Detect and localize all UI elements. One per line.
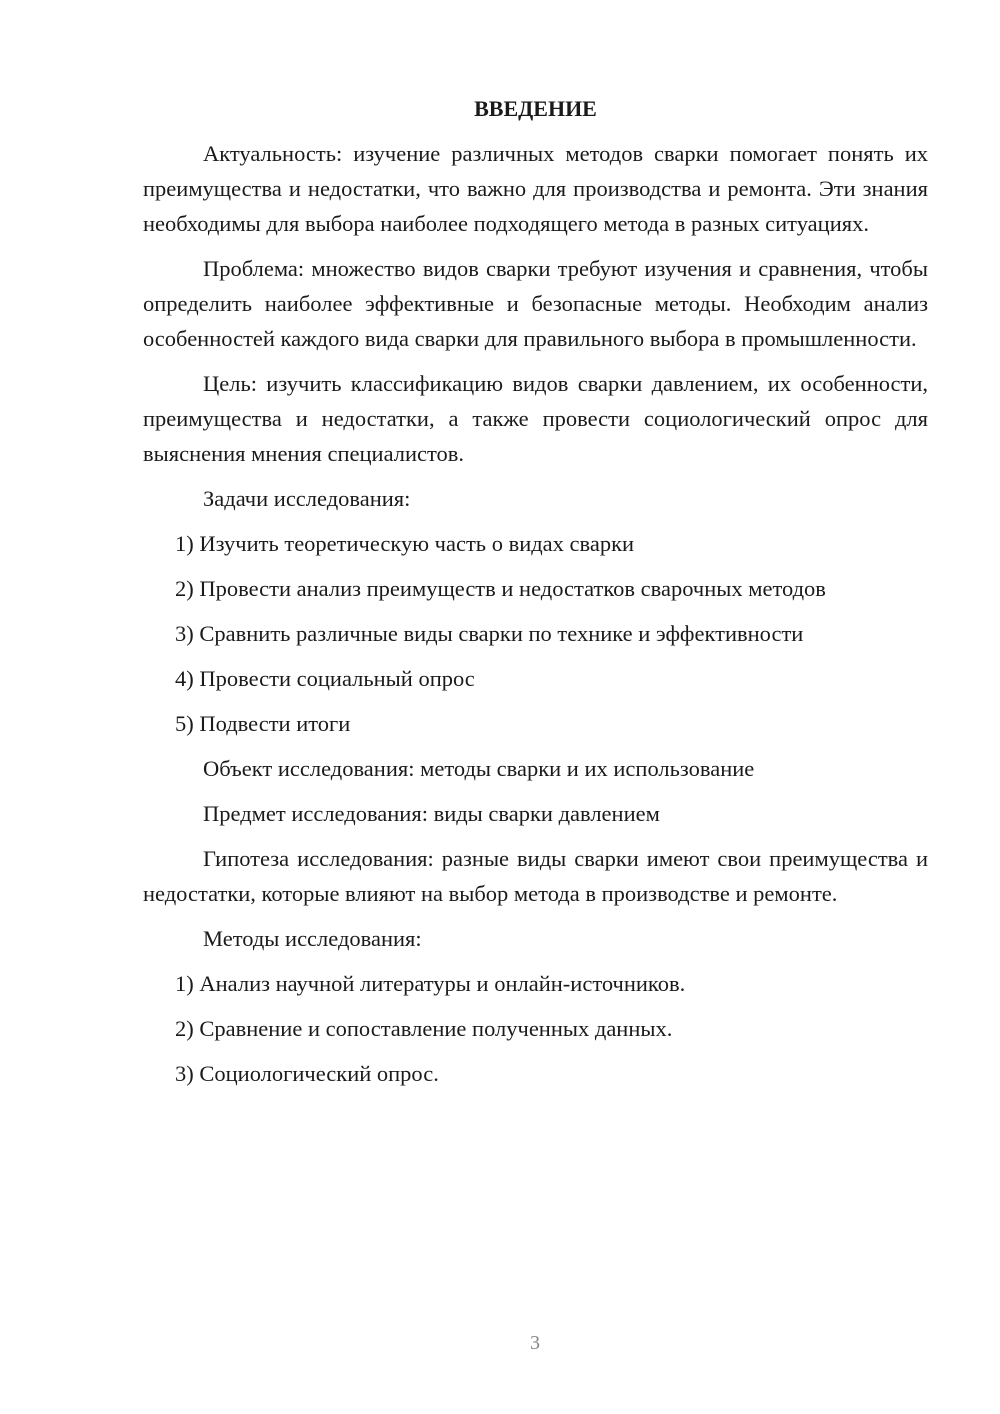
task-item: 3) Сравнить различные виды сварки по технике и эффективности [175, 621, 804, 646]
problem-paragraph: Проблема: множество видов сварки требуют изучения и сравнения, чтобы определить наиболее эффективные и безопасные методы. Необходим анализ особенностей каждого вида сварки для правильного выбора в промышленности. [143, 256, 928, 351]
task-item: 4) Провести социальный опрос [175, 666, 475, 691]
methods-heading: Методы исследования: [203, 926, 422, 951]
method-item: 1) Анализ научной литературы и онлайн-источников. [175, 971, 686, 996]
task-item: 5) Подвести итоги [175, 711, 351, 736]
object-paragraph: Объект исследования: методы сварки и их использование [203, 756, 755, 781]
document-page [143, 94, 928, 1101]
page-number: 3 [530, 1332, 540, 1354]
page-title: ВВЕДЕНИЕ [474, 96, 597, 121]
relevance-paragraph: Актуальность: изучение различных методов сварки помогает понять их преимущества и недостатки, что важно для производства и ремонта. Эти знания необходимы для выбора наиболее подходящего метода в разных ситуациях. [143, 141, 928, 236]
task-item: 2) Провести анализ преимуществ и недостатков сварочных методов [175, 576, 826, 601]
method-item: 2) Сравнение и сопоставление полученных данных. [175, 1016, 673, 1041]
subject-paragraph: Предмет исследования: виды сварки давлением [203, 801, 660, 826]
goal-paragraph: Цель: изучить классификацию видов сварки давлением, их особенности, преимущества и недостатки, а также провести социологический опрос для выяснения мнения специалистов. [143, 371, 928, 466]
method-item: 3) Социологический опрос. [175, 1061, 439, 1086]
task-item: 1) Изучить теоретическую часть о видах сварки [175, 531, 635, 556]
hypothesis-paragraph: Гипотеза исследования: разные виды сварки имеют свои преимущества и недостатки, которые влияют на выбор метода в производстве и ремонте. [143, 846, 928, 906]
tasks-heading: Задачи исследования: [203, 486, 411, 511]
